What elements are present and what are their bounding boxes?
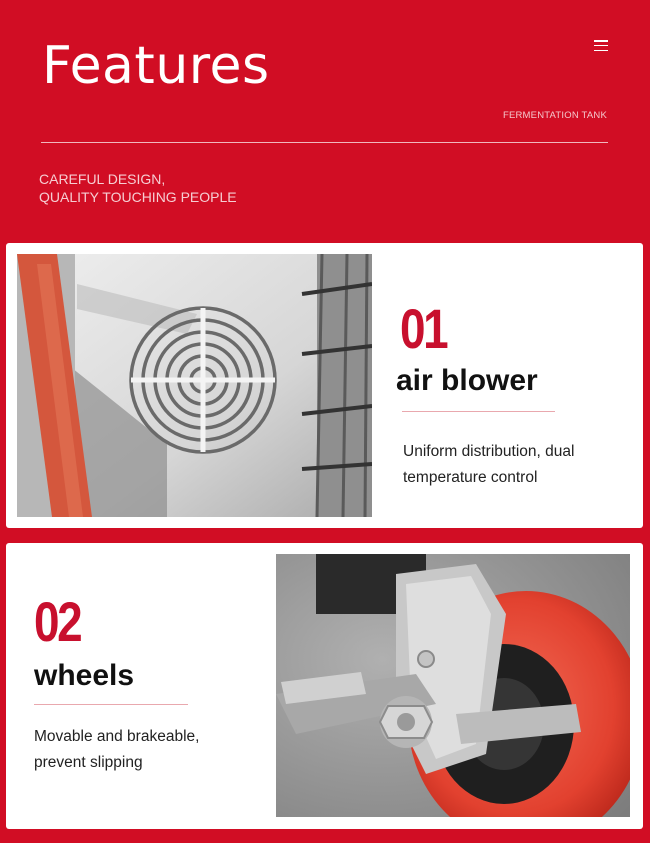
feature-description bbox=[403, 439, 623, 491]
feature-number: 01 bbox=[400, 297, 447, 360]
feature-card-air-blower bbox=[6, 243, 643, 528]
feature-number: 02 bbox=[34, 590, 81, 653]
tagline-line-2: QUALITY TOUCHING PEOPLE bbox=[39, 189, 237, 205]
feature-card-wheels bbox=[6, 543, 643, 829]
page-header bbox=[0, 0, 650, 240]
feature-divider bbox=[402, 411, 555, 412]
caster-wheel-photo bbox=[276, 554, 630, 817]
tagline-line-1: CAREFUL DESIGN, bbox=[39, 171, 166, 187]
feature-description bbox=[34, 724, 234, 776]
page-title: Features bbox=[42, 36, 270, 96]
menu-icon[interactable] bbox=[594, 40, 608, 52]
tagline bbox=[39, 170, 237, 206]
feature-description-line-2: temperature control bbox=[403, 469, 538, 486]
feature-description-line-1: Movable and brakeable, bbox=[34, 728, 200, 745]
feature-title: air blower bbox=[396, 364, 538, 397]
air-blower-fan-photo bbox=[17, 254, 372, 517]
product-category-label: FERMENTATION TANK bbox=[502, 110, 607, 121]
feature-title: wheels bbox=[34, 659, 135, 692]
feature-description-line-2: prevent slipping bbox=[34, 754, 143, 771]
feature-description-line-1: Uniform distribution, dual bbox=[403, 443, 575, 460]
header-divider bbox=[41, 142, 608, 143]
feature-divider bbox=[34, 704, 188, 705]
